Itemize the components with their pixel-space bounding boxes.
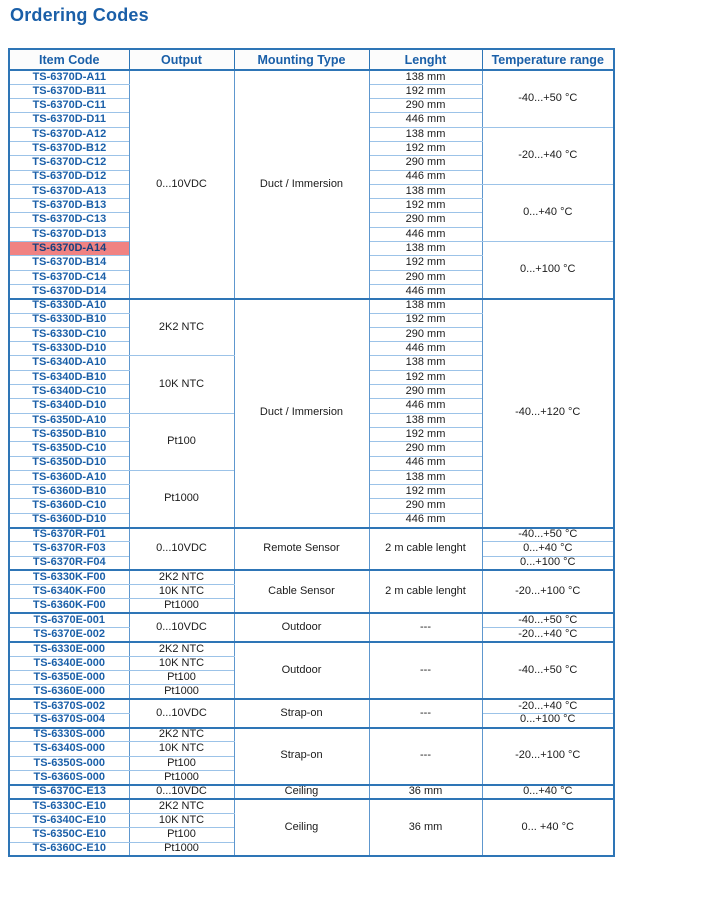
output-cell: 10K NTC [129,656,234,670]
header-row [9,49,614,70]
temperature-range-cell: -40...+50 °C [482,613,614,627]
item-code-cell: TS-6340D-D10 [9,399,129,413]
item-code-cell: TS-6370R-F04 [9,556,129,570]
output-cell: 0...10VDC [129,528,234,571]
item-code-cell: TS-6330D-A10 [9,299,129,313]
item-code-cell: TS-6370D-C12 [9,156,129,170]
temperature-range-cell: -40...+50 °C [482,642,614,699]
item-code-cell: TS-6370S-004 [9,713,129,727]
length-cell: --- [369,642,482,699]
item-code-cell: TS-6370R-F01 [9,528,129,542]
table-row [9,570,614,584]
column-header-lenght: Lenght [369,49,482,70]
item-code-cell: TS-6340E-000 [9,656,129,670]
item-code-cell: TS-6370D-D11 [9,113,129,127]
temperature-range-cell: 0...+100 °C [482,242,614,299]
item-code-cell: TS-6370D-C14 [9,270,129,284]
length-cell: 446 mm [369,227,482,241]
item-code-cell: TS-6330S-000 [9,728,129,742]
length-cell: 192 mm [369,199,482,213]
item-code-cell: TS-6370R-F03 [9,542,129,556]
item-code-cell: TS-6370C-E13 [9,785,129,799]
mounting-type-cell: Ceiling [234,785,369,799]
length-cell: --- [369,613,482,642]
item-code-cell: TS-6370D-A13 [9,184,129,198]
output-cell: Pt100 [129,413,234,470]
item-code-cell: TS-6370D-A11 [9,70,129,84]
length-cell: 290 mm [369,499,482,513]
ordering-codes-table [8,48,615,857]
item-code-cell: TS-6370E-002 [9,628,129,642]
length-cell: 138 mm [369,242,482,256]
length-cell: 446 mm [369,113,482,127]
output-cell: Pt100 [129,756,234,770]
length-cell: 192 mm [369,256,482,270]
output-cell: Pt1000 [129,470,234,527]
item-code-cell: TS-6360C-E10 [9,842,129,856]
item-code-cell: TS-6370D-B12 [9,141,129,155]
item-code-cell: TS-6340D-C10 [9,385,129,399]
output-cell: 2K2 NTC [129,299,234,356]
length-cell: 446 mm [369,456,482,470]
item-code-cell: TS-6330D-C10 [9,327,129,341]
length-cell: 192 mm [369,370,482,384]
mounting-type-cell: Duct / Immersion [234,299,369,528]
length-cell: 290 mm [369,99,482,113]
page-title: Ordering Codes [10,5,149,25]
item-code-cell: TS-6350D-A10 [9,413,129,427]
mounting-type-cell: Outdoor [234,613,369,642]
item-code-cell: TS-6370D-D12 [9,170,129,184]
length-cell: 192 mm [369,313,482,327]
item-code-cell: TS-6340D-A10 [9,356,129,370]
temperature-range-cell: 0...+100 °C [482,556,614,570]
mounting-type-cell: Strap-on [234,728,369,785]
length-cell: 138 mm [369,356,482,370]
item-code-cell: TS-6340S-000 [9,742,129,756]
item-code-cell: TS-6360E-000 [9,685,129,699]
table-row [9,70,614,84]
mounting-type-cell: Outdoor [234,642,369,699]
output-cell: 2K2 NTC [129,799,234,813]
length-cell: 138 mm [369,127,482,141]
item-code-cell: TS-6340C-E10 [9,813,129,827]
column-header-output: Output [129,49,234,70]
item-code-cell: TS-6350C-E10 [9,828,129,842]
item-code-cell: TS-6370D-A12 [9,127,129,141]
temperature-range-cell: 0...+40 °C [482,542,614,556]
output-cell: 0...10VDC [129,70,234,299]
item-code-cell: TS-6370D-D13 [9,227,129,241]
item-code-cell: TS-6370S-002 [9,699,129,713]
item-code-cell: TS-6330K-F00 [9,570,129,584]
length-cell: 138 mm [369,299,482,313]
item-code-cell: TS-6360D-D10 [9,513,129,527]
output-cell: Pt1000 [129,771,234,785]
length-cell: 2 m cable lenght [369,528,482,571]
highlighted-item-code-cell: TS-6370D-A14 [9,242,129,256]
length-cell: 192 mm [369,485,482,499]
output-cell: 2K2 NTC [129,728,234,742]
item-code-cell: TS-6370D-C11 [9,99,129,113]
output-cell: 10K NTC [129,585,234,599]
item-code-cell: TS-6360D-B10 [9,485,129,499]
length-cell: 446 mm [369,284,482,298]
length-cell: 446 mm [369,513,482,527]
temperature-range-cell: -40...+50 °C [482,70,614,127]
temperature-range-cell: -40...+120 °C [482,299,614,528]
temperature-range-cell: -20...+100 °C [482,570,614,613]
item-code-cell: TS-6350D-B10 [9,427,129,441]
temperature-range-cell: 0...+100 °C [482,713,614,727]
length-cell: 290 mm [369,270,482,284]
item-code-cell: TS-6340D-B10 [9,370,129,384]
length-cell: 290 mm [369,385,482,399]
item-code-cell: TS-6370D-B11 [9,84,129,98]
mounting-type-cell: Duct / Immersion [234,70,369,299]
temperature-range-cell: -20...+100 °C [482,728,614,785]
mounting-type-cell: Cable Sensor [234,570,369,613]
item-code-cell: TS-6370D-B14 [9,256,129,270]
length-cell: 192 mm [369,141,482,155]
temperature-range-cell: 0...+40 °C [482,184,614,241]
output-cell: 10K NTC [129,742,234,756]
item-code-cell: TS-6360D-A10 [9,470,129,484]
output-cell: 0...10VDC [129,699,234,728]
output-cell: 10K NTC [129,356,234,413]
item-code-cell: TS-6330D-B10 [9,313,129,327]
mounting-type-cell: Strap-on [234,699,369,728]
output-cell: Pt1000 [129,842,234,856]
item-code-cell: TS-6370D-B13 [9,199,129,213]
table-row [9,699,614,713]
output-cell: 0...10VDC [129,613,234,642]
item-code-cell: TS-6360D-C10 [9,499,129,513]
length-cell: 290 mm [369,327,482,341]
table-row [9,613,614,627]
item-code-cell: TS-6350E-000 [9,670,129,684]
output-cell: 2K2 NTC [129,642,234,656]
temperature-range-cell: -20...+40 °C [482,699,614,713]
length-cell: 290 mm [369,442,482,456]
length-cell: 290 mm [369,213,482,227]
length-cell: 446 mm [369,342,482,356]
temperature-range-cell: 0... +40 °C [482,799,614,856]
output-cell: 0...10VDC [129,785,234,799]
length-cell: 446 mm [369,170,482,184]
length-cell: 36 mm [369,785,482,799]
table-row [9,299,614,313]
table-row [9,528,614,542]
column-header-temperature-range: Temperature range [482,49,614,70]
output-cell: Pt1000 [129,685,234,699]
output-cell: 10K NTC [129,813,234,827]
length-cell: 138 mm [369,413,482,427]
temperature-range-cell: 0...+40 °C [482,785,614,799]
length-cell: 192 mm [369,427,482,441]
length-cell: 36 mm [369,799,482,856]
length-cell: 138 mm [369,70,482,84]
table-header [9,49,614,70]
table-row [9,728,614,742]
item-code-cell: TS-6330E-000 [9,642,129,656]
item-code-cell: TS-6340K-F00 [9,585,129,599]
temperature-range-cell: -40...+50 °C [482,528,614,542]
item-code-cell: TS-6330D-D10 [9,342,129,356]
length-cell: 138 mm [369,470,482,484]
column-header-mounting-type: Mounting Type [234,49,369,70]
length-cell: 446 mm [369,399,482,413]
temperature-range-cell: -20...+40 °C [482,127,614,184]
ordering-table-body [9,70,614,856]
output-cell: Pt1000 [129,599,234,613]
item-code-cell: TS-6350S-000 [9,756,129,770]
temperature-range-cell: -20...+40 °C [482,628,614,642]
item-code-cell: TS-6370D-C13 [9,213,129,227]
item-code-cell: TS-6330C-E10 [9,799,129,813]
item-code-cell: TS-6370E-001 [9,613,129,627]
length-cell: --- [369,728,482,785]
mounting-type-cell: Ceiling [234,799,369,856]
item-code-cell: TS-6370D-D14 [9,284,129,298]
table-row [9,642,614,656]
mounting-type-cell: Remote Sensor [234,528,369,571]
length-cell: --- [369,699,482,728]
output-cell: 2K2 NTC [129,570,234,584]
table-row [9,785,614,799]
table-row [9,799,614,813]
item-code-cell: TS-6360K-F00 [9,599,129,613]
length-cell: 192 mm [369,84,482,98]
item-code-cell: TS-6360S-000 [9,771,129,785]
item-code-cell: TS-6350D-C10 [9,442,129,456]
output-cell: Pt100 [129,828,234,842]
output-cell: Pt100 [129,670,234,684]
item-code-cell: TS-6350D-D10 [9,456,129,470]
length-cell: 2 m cable lenght [369,570,482,613]
length-cell: 290 mm [369,156,482,170]
length-cell: 138 mm [369,184,482,198]
column-header-item-code: Item Code [9,49,129,70]
